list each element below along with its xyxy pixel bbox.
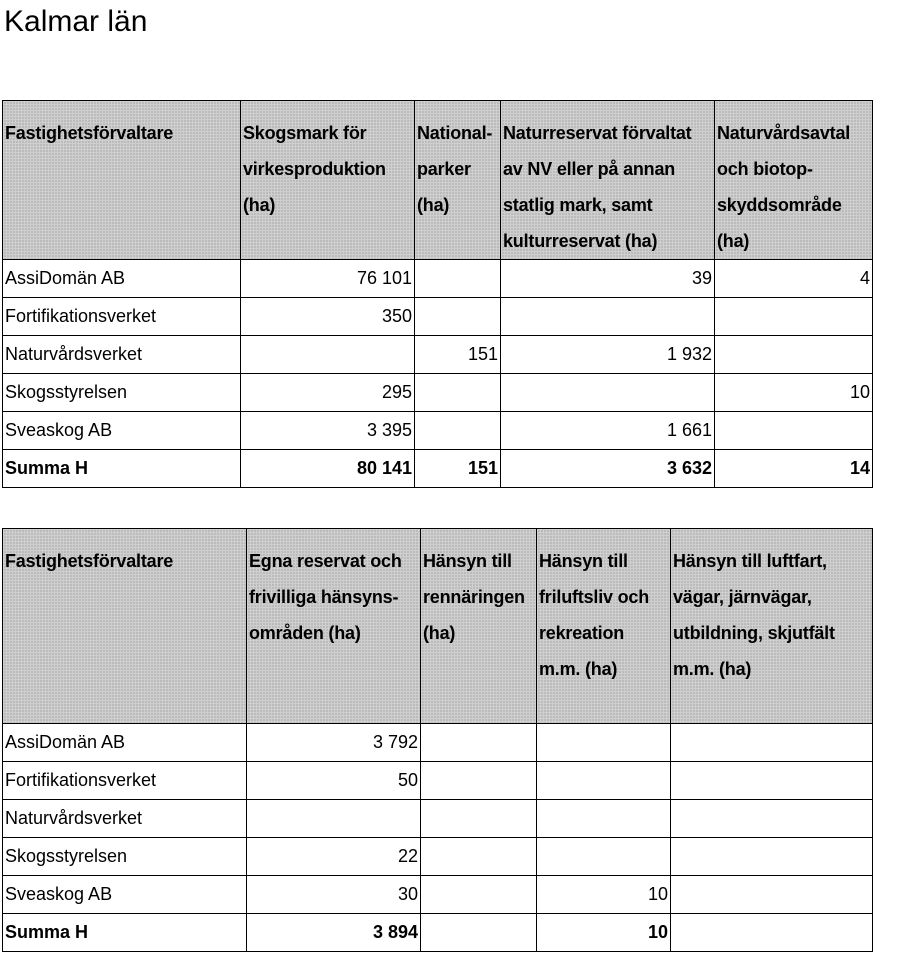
table-cell: 295: [241, 374, 415, 412]
table-cell: [715, 298, 873, 336]
table-cell: 350: [241, 298, 415, 336]
sum-cell: 80 141: [241, 450, 415, 488]
ownership-table-2: [2, 528, 873, 952]
header-nature-reserves: Naturreservat förvaltat av NV eller på annan statlig mark, samt kulturreservat (ha): [501, 101, 715, 260]
sum-cell: 151: [415, 450, 501, 488]
row-label: Skogsstyrelsen: [3, 838, 247, 876]
header-reindeer-husbandry: Hänsyn till rennäringen (ha): [421, 529, 537, 724]
sum-row: [3, 914, 873, 952]
table-cell: 76 101: [241, 260, 415, 298]
header-row: [3, 529, 873, 724]
row-label: Naturvårdsverket: [3, 800, 247, 838]
table-cell: [671, 724, 873, 762]
table-row: [3, 336, 873, 374]
table-row: [3, 800, 873, 838]
table-cell: [415, 412, 501, 450]
table-cell: [415, 298, 501, 336]
sum-label: Summa H: [3, 914, 247, 952]
header-conservation-agreements: Naturvårdsavtal och biotop-skyddsområde (ha): [715, 101, 873, 260]
row-label: AssiDomän AB: [3, 724, 247, 762]
table-cell: [537, 762, 671, 800]
table-row: [3, 838, 873, 876]
table-cell: [415, 260, 501, 298]
table-cell: [247, 800, 421, 838]
table-cell: [421, 762, 537, 800]
table-row: [3, 876, 873, 914]
table-cell: 151: [415, 336, 501, 374]
table-row: [3, 298, 873, 336]
sum-cell: [421, 914, 537, 952]
table-cell: [537, 724, 671, 762]
table-cell: 1 932: [501, 336, 715, 374]
table-cell: 3 792: [247, 724, 421, 762]
row-label: AssiDomän AB: [3, 260, 241, 298]
table-cell: 3 395: [241, 412, 415, 450]
table-cell: [671, 838, 873, 876]
row-label: Sveaskog AB: [3, 412, 241, 450]
table-cell: [421, 876, 537, 914]
table-row: [3, 412, 873, 450]
table-row: [3, 762, 873, 800]
sum-cell: 3 894: [247, 914, 421, 952]
table-cell: [421, 838, 537, 876]
table-cell: [537, 838, 671, 876]
sum-label: Summa H: [3, 450, 241, 488]
table-cell: 22: [247, 838, 421, 876]
table-cell: [241, 336, 415, 374]
table-cell: 30: [247, 876, 421, 914]
header-aviation-roads-railways: Hänsyn till luftfart, vägar, järnvägar, utbildning, skjutfält m.m. (ha): [671, 529, 873, 724]
table-row: [3, 260, 873, 298]
header-national-parks: National-parker (ha): [415, 101, 501, 260]
table-cell: [715, 412, 873, 450]
row-label: Fortifikationsverket: [3, 762, 247, 800]
table-cell: 10: [537, 876, 671, 914]
header-property-manager: Fastighetsförvaltare: [3, 529, 247, 724]
sum-cell: 14: [715, 450, 873, 488]
table-row: [3, 724, 873, 762]
header-own-reserves: Egna reservat och frivilliga hänsyns-områden (ha): [247, 529, 421, 724]
table-cell: [671, 876, 873, 914]
page-title: Kalmar län: [4, 5, 148, 38]
row-label: Naturvårdsverket: [3, 336, 241, 374]
table-cell: [421, 800, 537, 838]
ownership-table-1: [2, 100, 873, 488]
table-cell: [421, 724, 537, 762]
table-cell: [671, 800, 873, 838]
sum-row: [3, 450, 873, 488]
sum-cell: 10: [537, 914, 671, 952]
table-cell: 39: [501, 260, 715, 298]
table-row: [3, 374, 873, 412]
sum-cell: [671, 914, 873, 952]
header-row: [3, 101, 873, 260]
table-cell: [715, 336, 873, 374]
row-label: Skogsstyrelsen: [3, 374, 241, 412]
row-label: Fortifikationsverket: [3, 298, 241, 336]
table-cell: [415, 374, 501, 412]
table-cell: 1 661: [501, 412, 715, 450]
row-label: Sveaskog AB: [3, 876, 247, 914]
table-cell: 10: [715, 374, 873, 412]
table-cell: 4: [715, 260, 873, 298]
header-forest-land: Skogsmark för virkesproduktion (ha): [241, 101, 415, 260]
header-outdoor-recreation: Hänsyn till friluftsliv och rekreation m.m. (ha): [537, 529, 671, 724]
table-cell: [537, 800, 671, 838]
header-property-manager: Fastighetsförvaltare: [3, 101, 241, 260]
sum-cell: 3 632: [501, 450, 715, 488]
table-cell: [501, 298, 715, 336]
table-cell: 50: [247, 762, 421, 800]
table-cell: [671, 762, 873, 800]
table-cell: [501, 374, 715, 412]
